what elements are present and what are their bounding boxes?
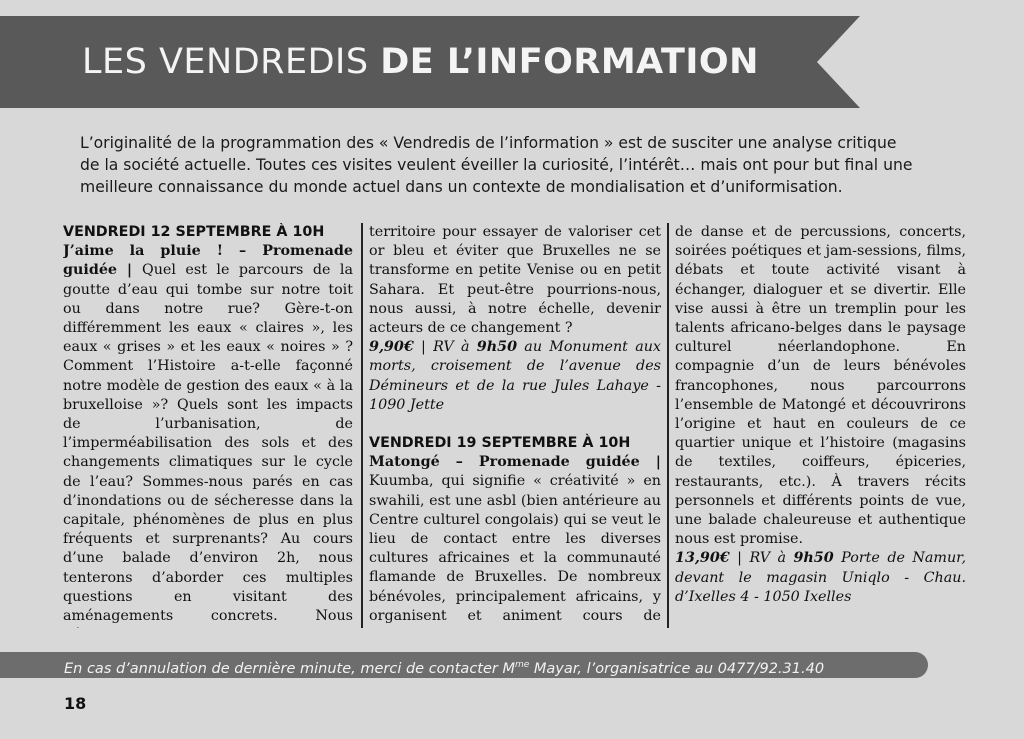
column-2 bbox=[369, 223, 661, 628]
event-1-info bbox=[369, 338, 661, 415]
column-divider bbox=[667, 223, 669, 628]
column-divider bbox=[361, 223, 363, 628]
event-2-location: Porte de Namur, devant le magasin Uniqlo - Chau. d’Ixelles 4 - 1050 Ixelles bbox=[675, 550, 966, 605]
title-light: LES VENDREDIS bbox=[82, 42, 381, 82]
note-text-start: En cas d’annulation de dernière minute, merci de contacter M bbox=[64, 660, 515, 677]
event-1-title: J’aime la pluie ! – Promenade guidée bbox=[63, 243, 353, 279]
intro-paragraph: L’originalité de la programmation des « Vendredis de l’information » est de susciter une analyse critique de la société actuelle. Toutes ces visites veulent éveiller la curiosité, l’intérêt… mais ont pour but final une meilleure connaissance du monde actuel dans un contexte de mondialisation et d’uniformisation. bbox=[80, 134, 913, 196]
event-1-rv-label: | RV à bbox=[413, 339, 477, 356]
spacer bbox=[369, 415, 661, 434]
event-2-price: 13,90€ bbox=[675, 550, 730, 567]
event-1-body: J’aime la pluie ! – Promenade guidée | Quel est le parcours de la goutte d’eau qui tombe sur notre toit ou dans notre rue? Gère-t-on différemment les eaux « claires », les eaux « grises » et les eaux « noires » ? Comment l’Histoire a-t-elle façonné notre modèle de gestion des eaux « à la bruxelloise »? Quels sont les impacts de l’urbanisation, de l’imperméabilisation des sols et des changements climatiques sur le cycle de l’eau? Sommes-nous parés en cas d’inondations ou de sécheresse dans la capitale, phénomènes de plus en plus fréquents et surprenants? Au cours d’une balade d’environ 2h, nous tenterons d’aborder ces multiples questions en visitant des aménagements concrets. Nous bbox=[63, 242, 353, 628]
event-2-text-part1: Kuumba, qui signifie « créativité » en swahili, est une asbl (bien antérieure au Centre culturel congolais) qui se veut le lieu de contact entre les diverses cultures africaines et la communauté flamande de Bruxelles. De nombreux bénévoles, principalement africains, y organisent et animent cours de bbox=[369, 473, 661, 624]
event-1-location: au Monument aux morts, croisement de l’avenue des Démineurs et de la rue Jules Lahaye - 1090 Jette bbox=[369, 339, 661, 413]
event-1-date: VENDREDI 12 SEPTEMBRE À 10H bbox=[63, 224, 325, 240]
page-number: 18 bbox=[64, 694, 87, 713]
event-2-info bbox=[675, 549, 966, 607]
page-title bbox=[82, 38, 759, 86]
event-1-time: 9h50 bbox=[476, 339, 518, 356]
event-1-text-part1: Quel est le parcours de la goutte d’eau qui tombe sur notre toit ou dans notre rue? Gère-t-on différemment les eaux « claires », les eaux « grises » et les eaux « noires » ? Comment l’Histoire a-t-elle façonné notre modèle de gestion des eaux « à la bruxelloise »? Quels sont les impacts de l’urbanisation, de l’imperméabilisation des sols et des changements climatiques sur le cycle de l’eau? Sommes-nous parés en cas d’inondations ou de sécheresse dans la capitale, phénomènes de plus en plus fréquents et surprenants? Au cours d’une balade d’environ 2h, nous tenterons d’aborder ces multiples questions en visitant des aménagements concrets. Nous bbox=[63, 262, 353, 625]
event-2-text-part2: de danse et de percussions, concerts, soirées poétiques et jam-sessions, films, débats et toute activité visant à échanger, dialoguer et se divertir. Elle vise aussi à être un tremplin pour les talents africano-belges dans le paysage culturel néerlandophone. En compagnie d’un de leurs bénévoles francophones, nous parcourrons l’ensemble de Matongé et découvrirons l’origine et haut en couleurs de ce quartier unique et l’histoire (magasins de textiles, coiffeurs, épiceries, restaurants, etc.). À travers récits personnels et différents points de vue, une balade chaleureuse et authentique nous est promise. bbox=[675, 224, 966, 548]
cancellation-note bbox=[64, 652, 824, 682]
event-1-text-part2: territoire pour essayer de valoriser cet or bleu et éviter que Bruxelles ne se transforme en petite Venise ou en petit Sahara. Et peut-être pourrions-nous, nous aussi, à notre échelle, devenir acteurs de ce changement ? bbox=[369, 224, 661, 337]
note-text-end: Mayar, l’organisatrice au 0477/92.31.40 bbox=[529, 660, 825, 677]
event-2-title: Matongé – Promenade guidée bbox=[369, 454, 640, 471]
event-2-time: 9h50 bbox=[793, 550, 834, 567]
event-2-body: Matongé – Promenade guidée | Kuumba, qui signifie « créativité » en swahili, est une asbl (bien antérieure au Centre culturel congolais) qui se veut le lieu de contact entre les diverses cultures africaines et la communauté flamande de Bruxelles. De nombreux bénévoles, principalement africains, y organisent et animent cours de bbox=[369, 453, 661, 628]
event-2-date: VENDREDI 19 SEPTEMBRE À 10H bbox=[369, 435, 631, 452]
note-superscript: me bbox=[514, 660, 530, 670]
event-2-rv-label: | RV à bbox=[729, 550, 794, 567]
event-1-price: 9,90€ bbox=[369, 339, 414, 356]
column-3 bbox=[675, 223, 966, 628]
title-bold: DE L’INFORMATION bbox=[380, 42, 759, 82]
column-1 bbox=[63, 223, 353, 628]
